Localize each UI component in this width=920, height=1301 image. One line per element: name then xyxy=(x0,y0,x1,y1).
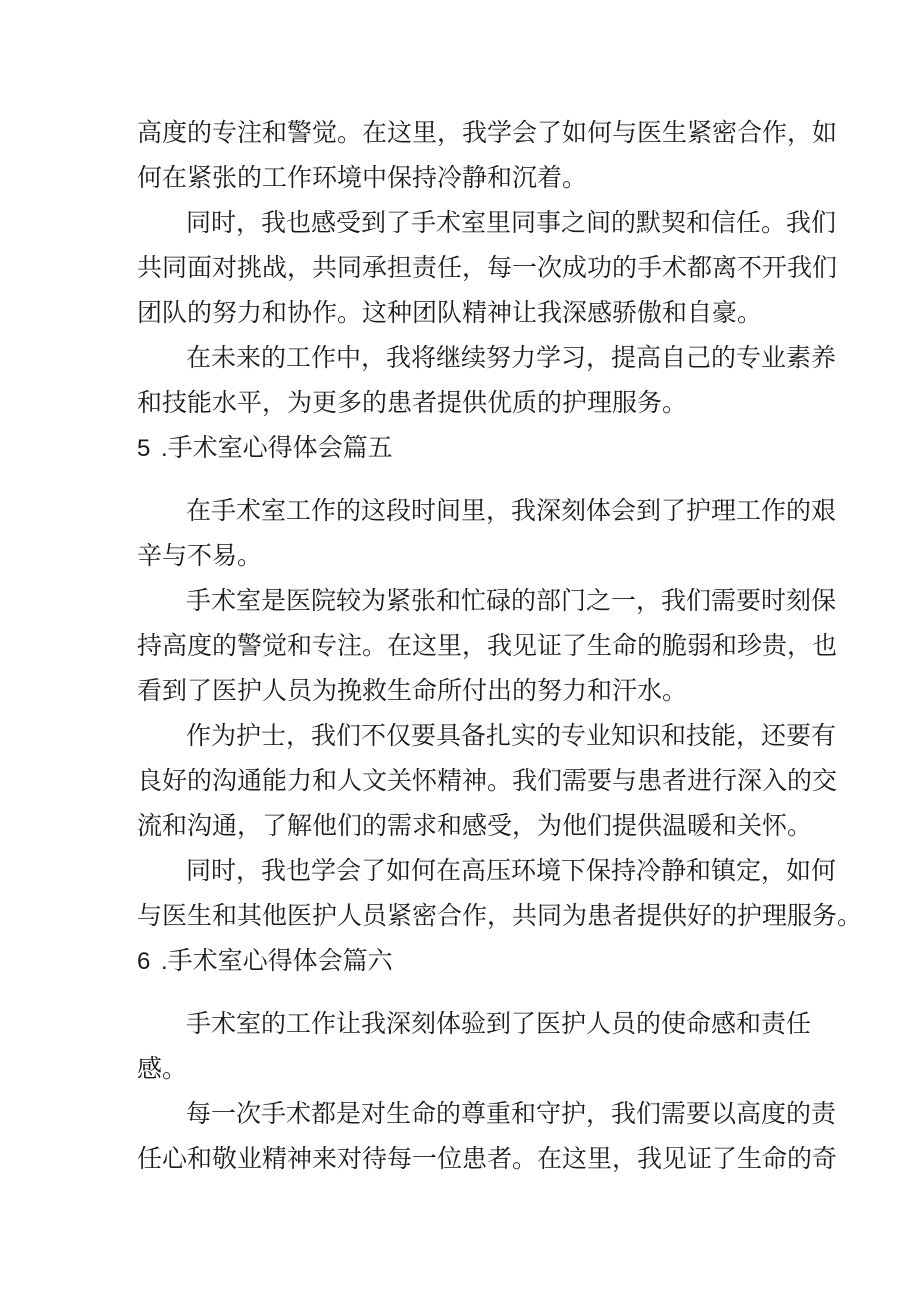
section-number: 6 xyxy=(137,948,151,975)
section-heading-6 xyxy=(137,945,393,977)
section-title: 手术室心得体会篇六 xyxy=(167,946,393,975)
section-title: 手术室心得体会篇五 xyxy=(167,433,393,462)
text-line: 辛与不易。 xyxy=(137,541,263,570)
text-line: 共同面对挑战，共同承担责任，每一次成功的手术都离不开我们 xyxy=(137,253,838,282)
text-line: 感。 xyxy=(137,1054,188,1083)
text-line: 每一次手术都是对生命的尊重和守护，我们需要以高度的责 xyxy=(186,1099,837,1128)
section-separator: . xyxy=(161,435,168,462)
section-heading-5 xyxy=(137,432,393,464)
text-line: 良好的沟通能力和人文关怀精神。我们需要与患者进行深入的交 xyxy=(137,766,838,795)
text-line: 手术室的工作让我深刻体验到了医护人员的使命感和责任 xyxy=(186,1009,812,1038)
text-line: 何在紧张的工作环境中保持冷静和沉着。 xyxy=(137,163,588,192)
text-line: 高度的专注和警觉。在这里，我学会了如何与医生紧密合作，如 xyxy=(137,118,838,147)
text-line: 同时，我也感受到了手术室里同事之间的默契和信任。我们 xyxy=(186,208,837,237)
text-line: 流和沟通，了解他们的需求和感受，为他们提供温暖和关怀。 xyxy=(137,811,813,840)
section-separator: . xyxy=(161,948,168,975)
text-line: 同时，我也学会了如何在高压环境下保持冷静和镇定，如何 xyxy=(186,856,837,885)
text-line: 看到了医护人员为挽救生命所付出的努力和汗水。 xyxy=(137,676,688,705)
text-line: 任心和敬业精神来对待每一位患者。在这里，我见证了生命的奇 xyxy=(137,1144,838,1173)
section-number: 5 xyxy=(137,435,151,462)
text-line: 持高度的警觉和专注。在这里，我见证了生命的脆弱和珍贵，也 xyxy=(137,631,838,660)
text-line: 手术室是医院较为紧张和忙碌的部门之一，我们需要时刻保 xyxy=(186,586,837,615)
text-line: 与医生和其他医护人员紧密合作，共同为患者提供好的护理服务。 xyxy=(137,901,863,930)
text-line: 团队的努力和协作。这种团队精神让我深感骄傲和自豪。 xyxy=(137,298,763,327)
text-line: 和技能水平，为更多的患者提供优质的护理服务。 xyxy=(137,388,688,417)
text-line: 作为护士，我们不仅要具备扎实的专业知识和技能，还要有 xyxy=(186,721,837,750)
text-line: 在手术室工作的这段时间里，我深刻体会到了护理工作的艰 xyxy=(186,496,837,525)
text-line: 在未来的工作中，我将继续努力学习，提高自己的专业素养 xyxy=(186,343,837,372)
